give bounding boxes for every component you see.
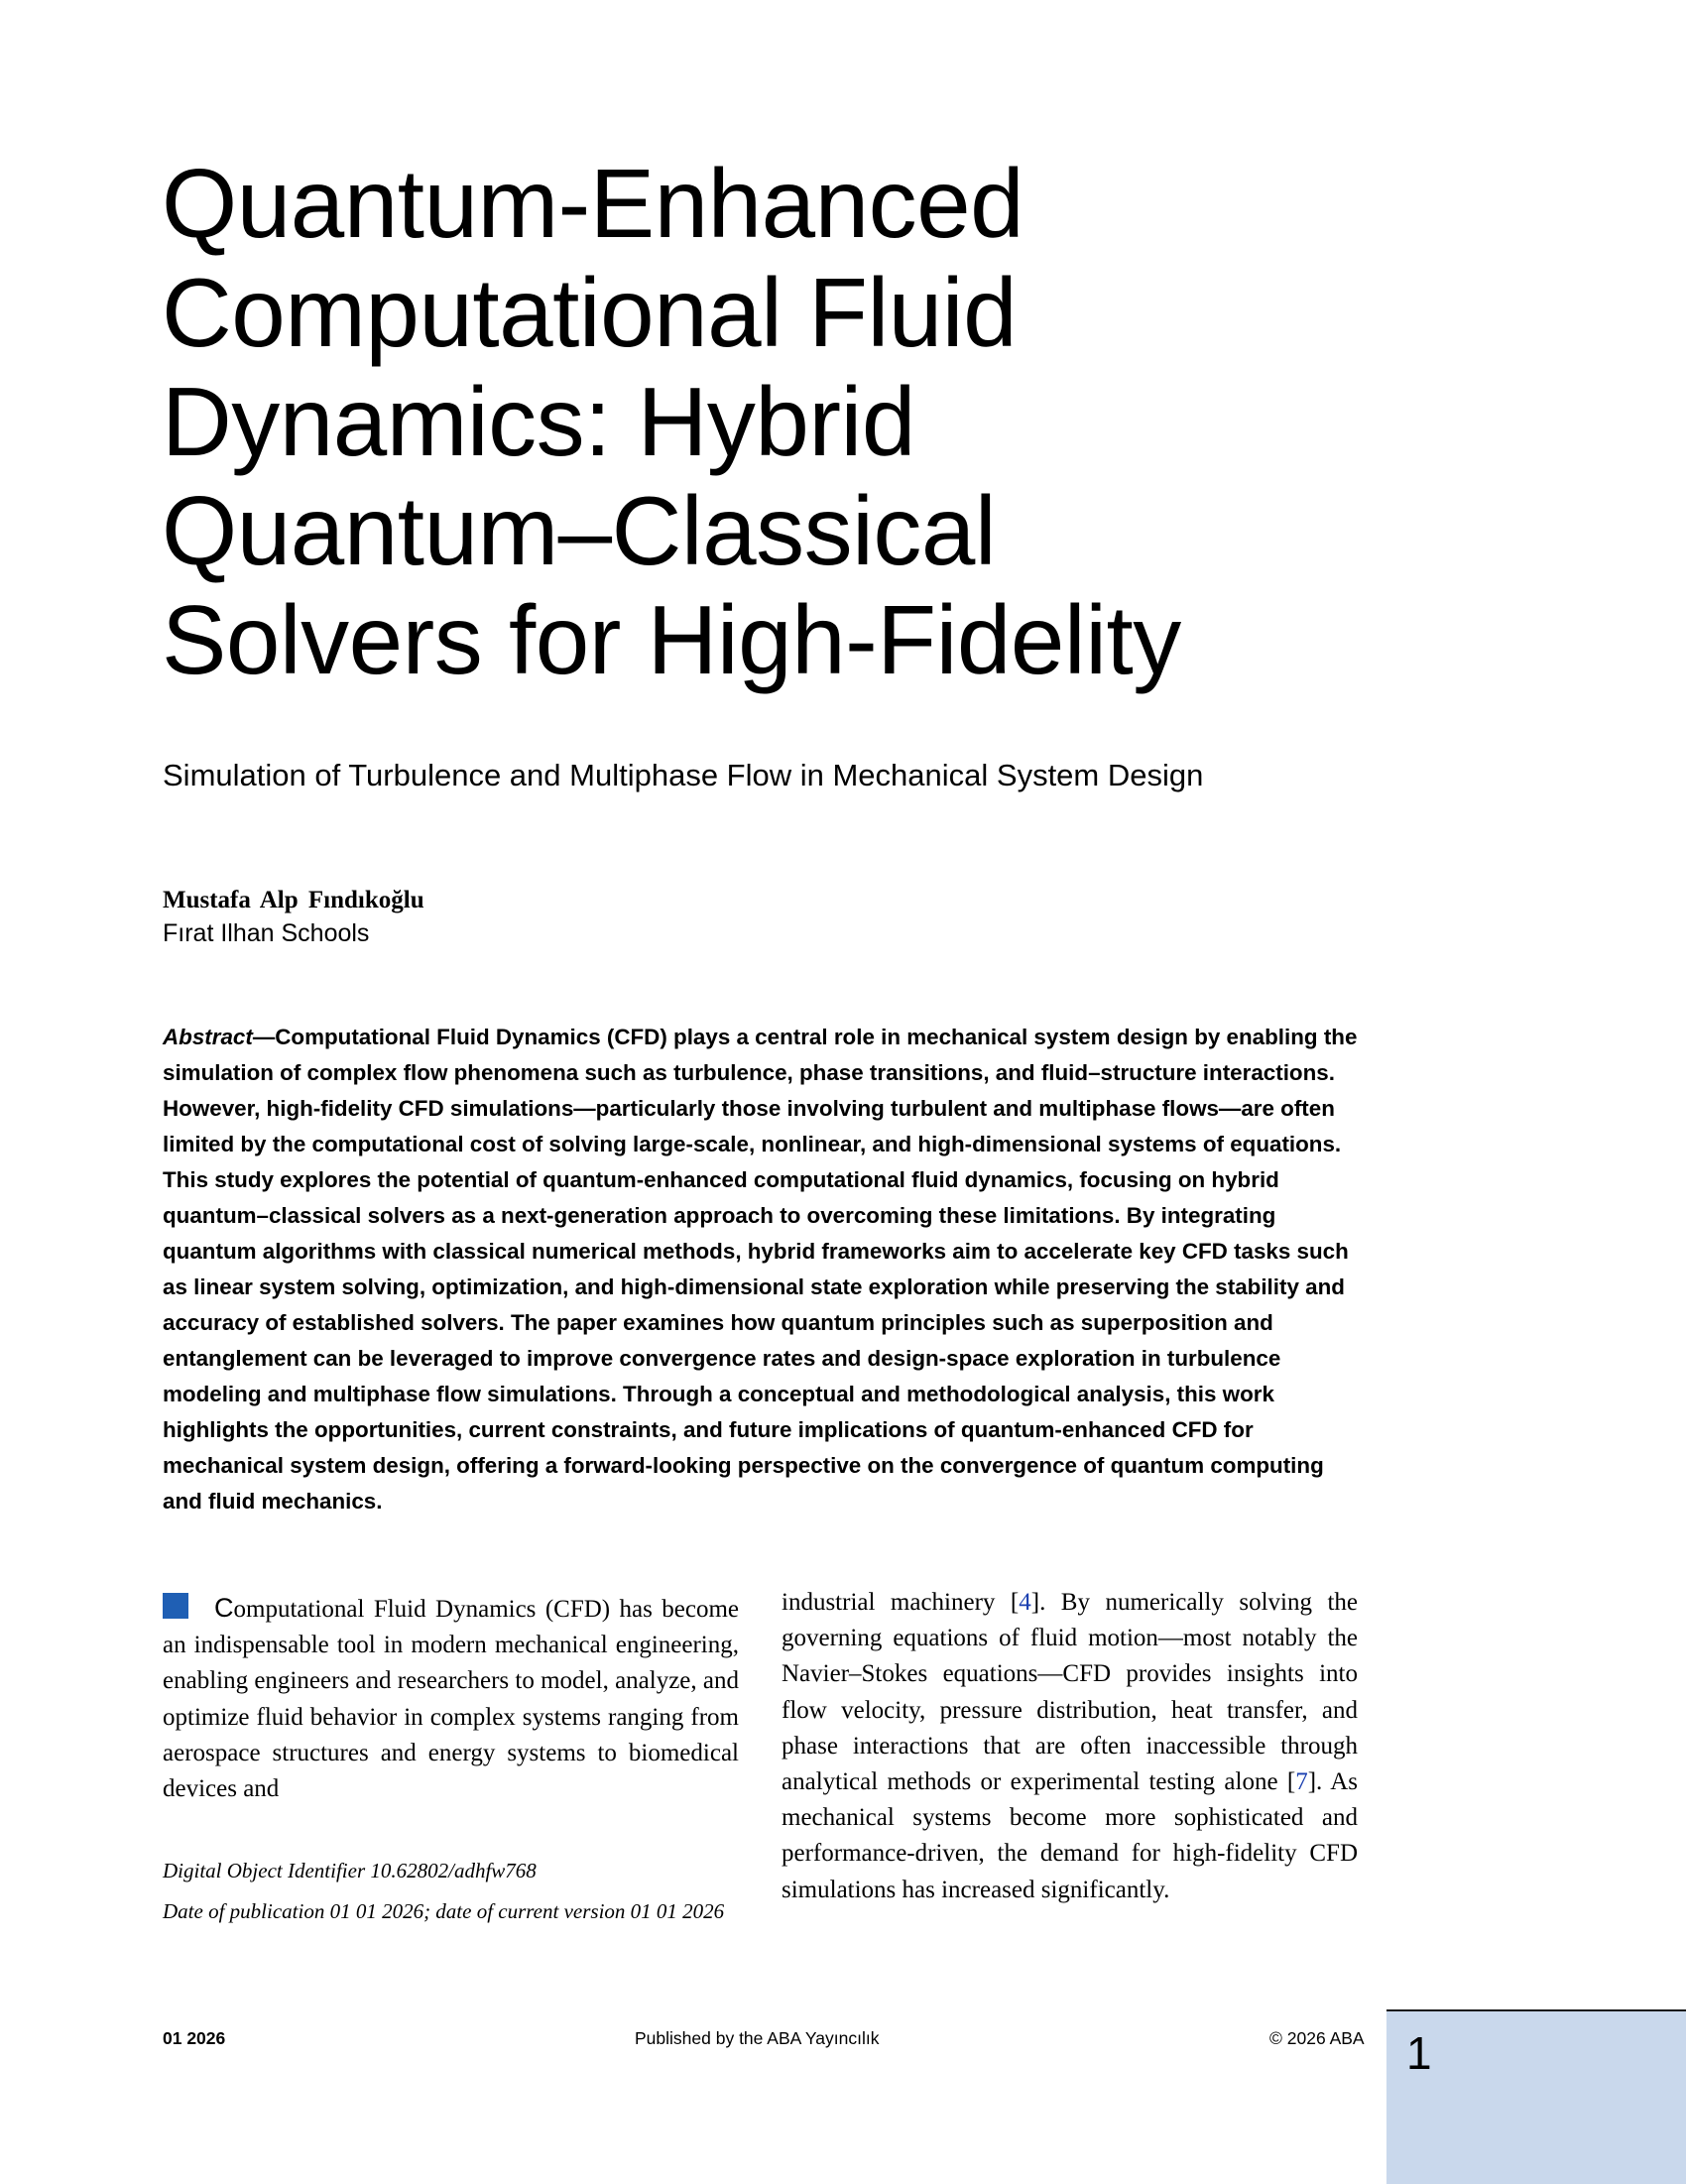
author-name: Mustafa Alp Fındıkoğlu — [163, 887, 424, 913]
body-column-right — [782, 1585, 1358, 1908]
drop-cap: C — [214, 1593, 234, 1623]
abstract — [163, 1020, 1363, 1519]
publication-dates: Date of publication 01 01 2026; date of current version 01 01 2026 — [163, 1899, 725, 1923]
citation-link-7[interactable]: 7 — [1295, 1768, 1308, 1796]
doi-line: Digital Object Identifier 10.62802/adhfw768 — [163, 1859, 537, 1882]
footer-publisher: Published by the ABA Yayıncılık — [635, 2028, 880, 2048]
abstract-label: Abstract — [163, 1025, 253, 1049]
paper-subtitle: Simulation of Turbulence and Multiphase Flow in Mechanical System Design — [163, 758, 1204, 792]
page-number-box — [1386, 2009, 1686, 2184]
intro-paragraph-end: ]. As mechanical systems become more sophisticated and performance-driven, the demand for high-fidelity CFD simulations has increased significantly. — [782, 1768, 1358, 1903]
citation-link-4[interactable]: 4 — [1019, 1589, 1031, 1616]
footer-copyright: © 2026 ABA — [1269, 2028, 1365, 2048]
author-affiliation: Fırat Ilhan Schools — [163, 919, 370, 947]
abstract-text: —Computational Fluid Dynamics (CFD) plays a central role in mechanical system design by enabling the simulation of complex flow phenomena such as turbulence, phase transitions, and fluid–structure interactions. However, high-fidelity CFD simulations—particularly those involving turbulent and multiphase flows—are often limited by the computational cost of solving large-scale, nonlinear, and high-dimensional systems of equations. This study explores the potential of quantum-enhanced computational fluid dynamics, focusing on hybrid quantum–classical solvers as a next-generation approach to overcoming these limitations. By integrating quantum algorithms with classical numerical methods, hybrid frameworks aim to accelerate key CFD tasks such as linear system solving, optimization, and high-dimensional state exploration while preserving the stability and accuracy of established solvers. The paper examines how quantum principles such as superposition and entanglement can be leveraged to improve convergence rates and design-space exploration in turbulence modeling and multiphase flow simulations. Through a conceptual and methodological analysis, this work highlights the opportunities, current constraints, and future implications of quantum-enhanced CFD for mechanical system design, offering a forward-looking perspective on the convergence of quantum computing and fluid mechanics. — [163, 1025, 1358, 1514]
section-marker-square — [163, 1593, 188, 1619]
intro-paragraph-start: omputational Fluid Dynamics (CFD) has become an indispensable tool in modern mechanical engineering, enabling engineers and researchers to model, analyze, and optimize fluid behavior in complex systems ranging from aerospace structures and energy systems to biomedical devices and — [163, 1596, 739, 1803]
paper-title: Quantum-Enhanced Computational Fluid Dynamics: Hybrid Quantum–Classical Solvers for High-Fidelity — [162, 149, 1181, 694]
intro-paragraph-text: ]. By numerically solving the governing equations of fluid motion—most notably the Navier–Stokes equations—CFD provides insights into flow velocity, pressure distribution, heat transfer, and phase interactions that are often inaccessible through analytical methods or experimental testing alone [ — [782, 1589, 1359, 1796]
page-number: 1 — [1406, 2027, 1432, 2079]
intro-paragraph-continued: industrial machinery [ — [782, 1589, 1020, 1616]
publication-footnotes — [163, 1851, 739, 1932]
body-column-left — [163, 1590, 739, 1807]
footer-date: 01 2026 — [163, 2028, 226, 2048]
